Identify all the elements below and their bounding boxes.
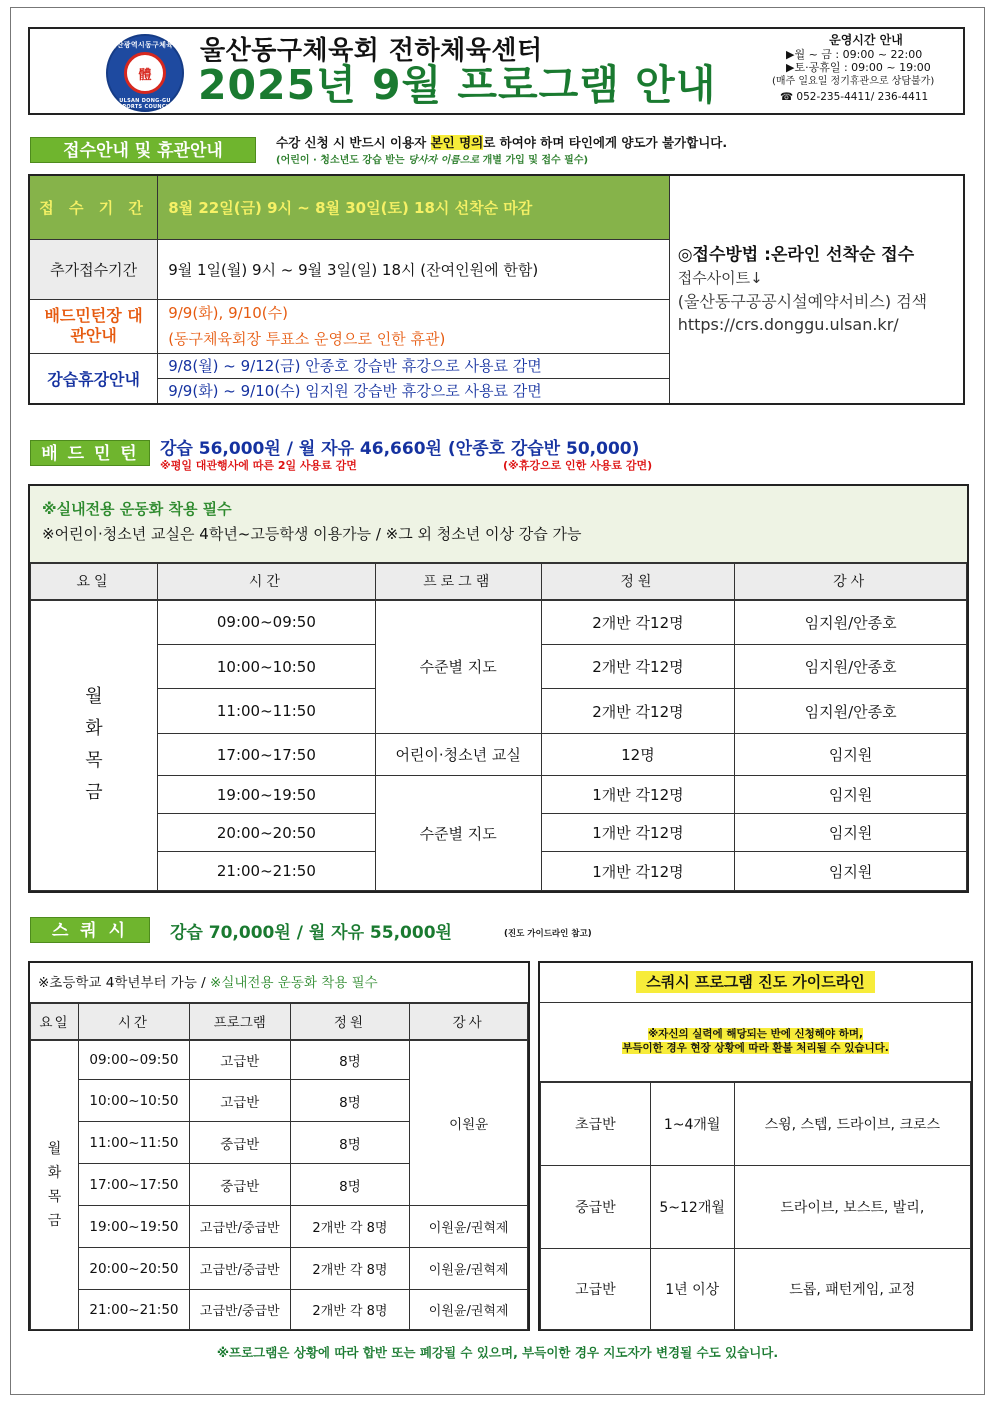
row-capacity: 2개반 각12명: [541, 689, 735, 734]
row-time: 11:00~11:50: [78, 1122, 189, 1164]
col-time: 시간: [157, 564, 375, 600]
row-program: 고급반/중급반: [189, 1206, 290, 1248]
col-instructor: 강사: [735, 564, 967, 600]
guide-level: 중급반: [541, 1166, 651, 1249]
col-capacity: 정원: [541, 564, 735, 600]
row-instructor: 임지원/안종호: [735, 645, 967, 689]
table-row: [31, 776, 967, 814]
rental-line2: (동구체육회장 투표소 운영으로 인한 휴관): [168, 330, 446, 348]
hours-weekday: ▶월 ~ 금 : 09:00 ~ 22:00: [786, 47, 923, 61]
guide-period: 1년 이상: [650, 1249, 734, 1330]
row-capacity: 1개반 각12명: [541, 776, 735, 814]
squash-schedule: [28, 961, 530, 1331]
squash-note-a: ※초등학교 4학년부터 가능 /: [38, 975, 211, 991]
squash-price-note: (진도 가이드라인 참고): [504, 929, 592, 939]
row-time: 11:00~11:50: [157, 689, 375, 734]
row-time: 17:00~17:50: [157, 734, 375, 776]
col-program: 프로그램: [375, 564, 541, 600]
badminton-badge: 배 드 민 턴: [30, 440, 150, 466]
subnotice-emphasis: 당사자 이름으로: [408, 155, 480, 166]
hours-title: 운영시간 안내: [829, 33, 903, 47]
table-row: [31, 600, 967, 645]
rental-value: [158, 299, 670, 353]
period-value: 8월 22일(금) 9시 ~ 8월 30일(토) 18시 선착순 마감: [158, 175, 670, 239]
row-capacity: 2개반 각 8명: [290, 1248, 410, 1290]
row-instructor: 임지원: [735, 776, 967, 814]
col-capacity: 정원: [290, 1004, 410, 1040]
row-capacity: 8명: [290, 1164, 410, 1206]
row-capacity: 1개반 각12명: [541, 814, 735, 852]
row-capacity: 2개반 각 8명: [290, 1206, 410, 1248]
row-time: 21:00~21:50: [157, 852, 375, 891]
row-time: 10:00~10:50: [157, 645, 375, 689]
squash-notes: [30, 963, 528, 1003]
guideline-note2: 부득이한 경우 현장 상황에 따라 환불 처리될 수 있습니다.: [622, 1042, 889, 1054]
guide-content: 스윙, 스텝, 드라이브, 크로스: [734, 1083, 970, 1166]
guideline-title: 스쿼시 프로그램 진도 가이드라인: [636, 971, 875, 993]
guideline-header: [540, 963, 971, 1003]
logo-text: 體: [138, 68, 152, 83]
row-capacity: 2개반 각 8명: [290, 1290, 410, 1330]
registration-method: [669, 175, 964, 404]
guide-content: 드롭, 패턴게임, 교정: [734, 1249, 970, 1330]
row-instructor: 임지원/안종호: [735, 689, 967, 734]
col-time: 시간: [78, 1004, 189, 1040]
row-capacity: 2개반 각12명: [541, 645, 735, 689]
badminton-note1: ※실내전용 운동화 착용 필수: [42, 500, 232, 518]
guide-period: 1~4개월: [650, 1083, 734, 1166]
row-program: 고급반: [189, 1040, 290, 1080]
registration-table: [28, 174, 965, 405]
row-capacity: 1개반 각12명: [541, 852, 735, 891]
table-row: [31, 1290, 528, 1330]
col-day: 요일: [31, 1004, 79, 1040]
method-url: https://crs.donggu.ulsan.kr/: [677, 314, 899, 334]
logo-emblem: [124, 52, 166, 94]
table-row: [31, 1040, 528, 1080]
page-title: 2025년 9월 프로그램 안내: [198, 61, 717, 109]
hours-weekend: ▶토·공휴일 : 09:00 ~ 19:00: [786, 61, 931, 74]
extra-label: 추가접수기간: [29, 239, 158, 299]
badminton-table: [30, 563, 967, 891]
org-name: 울산동구체육회 전하체육센터: [200, 36, 543, 66]
guide-level: 고급반: [541, 1249, 651, 1330]
row-time: 17:00~17:50: [78, 1164, 189, 1206]
logo-ring-bottom: ULSAN DONG-GU SPORTS COUNCIL: [118, 98, 172, 110]
row-time: 09:00~09:50: [157, 600, 375, 645]
row-instructor: 이원윤: [410, 1040, 528, 1206]
table-row: [31, 1248, 528, 1290]
row-time: 21:00~21:50: [78, 1290, 189, 1330]
row-time: 09:00~09:50: [78, 1040, 189, 1080]
period-label: 접 수 기 간: [29, 175, 158, 239]
row-program: 중급반: [189, 1122, 290, 1164]
break-line2: 9/9(화) ~ 9/10(수) 임지원 강습반 휴강으로 사용료 감면: [158, 378, 670, 404]
guide-level: 초급반: [541, 1083, 651, 1166]
row-instructor: 임지원: [735, 814, 967, 852]
row-time: 20:00~20:50: [78, 1248, 189, 1290]
rental-label: 배드민턴장 대관안내: [29, 299, 158, 353]
rental-line1: 9/9(화), 9/10(수): [168, 304, 288, 322]
footer-note: ※프로그램은 상황에 따라 합반 또는 폐강될 수 있으며, 부득이한 경우 지도자가 변경될 수도 있습니다.: [216, 1345, 779, 1360]
row-time: 19:00~19:50: [78, 1206, 189, 1248]
registration-subnotice: [276, 151, 588, 166]
row-instructor: 임지원/안종호: [735, 600, 967, 645]
col-instructor: 강사: [410, 1004, 528, 1040]
logo-ring-top: 울산광역시동구체육회: [109, 41, 181, 49]
row-capacity: 8명: [290, 1040, 410, 1080]
squash-guideline: [538, 961, 973, 1331]
row-instructor: 이원윤/권혁제: [410, 1248, 528, 1290]
notice-post: 로 하여야 하며 타인에게 양도가 불가합니다.: [483, 135, 728, 150]
method-line2: 접수사이트↓: [677, 268, 763, 287]
row-instructor: 임지원: [735, 852, 967, 891]
table-row: [31, 734, 967, 776]
table-row: [541, 1249, 971, 1330]
row-program: 고급반/중급반: [189, 1290, 290, 1330]
table-row: [31, 1206, 528, 1248]
col-program: 프로그램: [189, 1004, 290, 1040]
row-program: 고급반/중급반: [189, 1248, 290, 1290]
badminton-price-note1: ※평일 대관행사에 따른 2일 사용료 감면: [160, 459, 357, 472]
row-program: 수준별 지도: [375, 776, 541, 891]
guideline-note1: ※자신의 실력에 해당되는 반에 신청해야 하며,: [647, 1028, 864, 1040]
guide-period: 5~12개월: [650, 1166, 734, 1249]
badminton-days: 월 화 목 금: [31, 600, 158, 891]
row-program: 중급반: [189, 1164, 290, 1206]
subnotice-pre: (어린이 · 청소년도 강습 받는: [276, 155, 409, 166]
method-line3: (울산동구공공시설예약서비스) 검색: [677, 291, 928, 311]
badminton-price: 강습 56,000원 / 월 자유 46,660원 (안종호 강습반 50,000): [160, 439, 640, 459]
col-day: 요일: [31, 564, 158, 600]
row-time: 19:00~19:50: [157, 776, 375, 814]
row-time: 10:00~10:50: [78, 1080, 189, 1122]
row-program: 고급반: [189, 1080, 290, 1122]
row-capacity: 2개반 각12명: [541, 600, 735, 645]
operating-hours: [772, 34, 960, 105]
table-row: [541, 1166, 971, 1249]
break-line1: 9/8(월) ~ 9/12(금) 안종호 강습반 휴강으로 사용료 감면: [158, 353, 670, 378]
hours-note: (매주 일요일 정기휴관으로 상담불가): [772, 75, 935, 87]
row-instructor: 이원윤/권혁제: [410, 1206, 528, 1248]
squash-note-b: ※실내전용 운동화 착용 필수: [210, 975, 378, 991]
row-capacity: 8명: [290, 1122, 410, 1164]
guideline-table: [540, 1082, 971, 1330]
row-program: 수준별 지도: [375, 600, 541, 734]
badminton-notes: [30, 486, 967, 563]
guideline-notes: [540, 1003, 971, 1082]
notice-pre: 수강 신청 시 반드시 이용자: [276, 135, 431, 150]
row-program: 어린이·청소년 교실: [375, 734, 541, 776]
row-time: 20:00~20:50: [157, 814, 375, 852]
council-logo: [106, 34, 184, 112]
badminton-note2: ※어린이·청소년 교실은 4학년~고등학생 이용가능 / ※그 외 청소년 이상 강습 가능: [42, 525, 582, 543]
badminton-price-note2: (※휴강으로 인한 사용료 감면): [503, 459, 653, 472]
table-row: [541, 1083, 971, 1166]
guide-content: 드라이브, 보스트, 발리,: [734, 1166, 970, 1249]
row-instructor: 이원윤/권혁제: [410, 1290, 528, 1330]
squash-table: [30, 1003, 528, 1330]
registration-notice: [276, 133, 727, 151]
extra-value: 9월 1일(월) 9시 ~ 9월 3일(일) 18시 (잔여인원에 한함): [158, 239, 670, 299]
subnotice-post: 개별 가입 및 접수 필수): [479, 155, 589, 166]
notice-highlight: 본인 명의: [430, 135, 484, 150]
row-capacity: 8명: [290, 1080, 410, 1122]
squash-price: 강습 70,000원 / 월 자유 55,000원: [170, 923, 452, 943]
row-instructor: 임지원: [735, 734, 967, 776]
break-label: 강습휴강안내: [29, 353, 158, 404]
registration-badge: 접수안내 및 휴관안내: [30, 137, 256, 163]
method-line1: ◎접수방법 :온라인 선착순 접수: [677, 244, 915, 265]
squash-days: 월 화 목 금: [31, 1040, 79, 1330]
badminton-schedule: [28, 484, 969, 893]
phone-number: ☎ 052-235-4411/ 236-4411: [780, 91, 929, 103]
squash-badge: 스 쿼 시: [30, 917, 150, 943]
row-capacity: 12명: [541, 734, 735, 776]
